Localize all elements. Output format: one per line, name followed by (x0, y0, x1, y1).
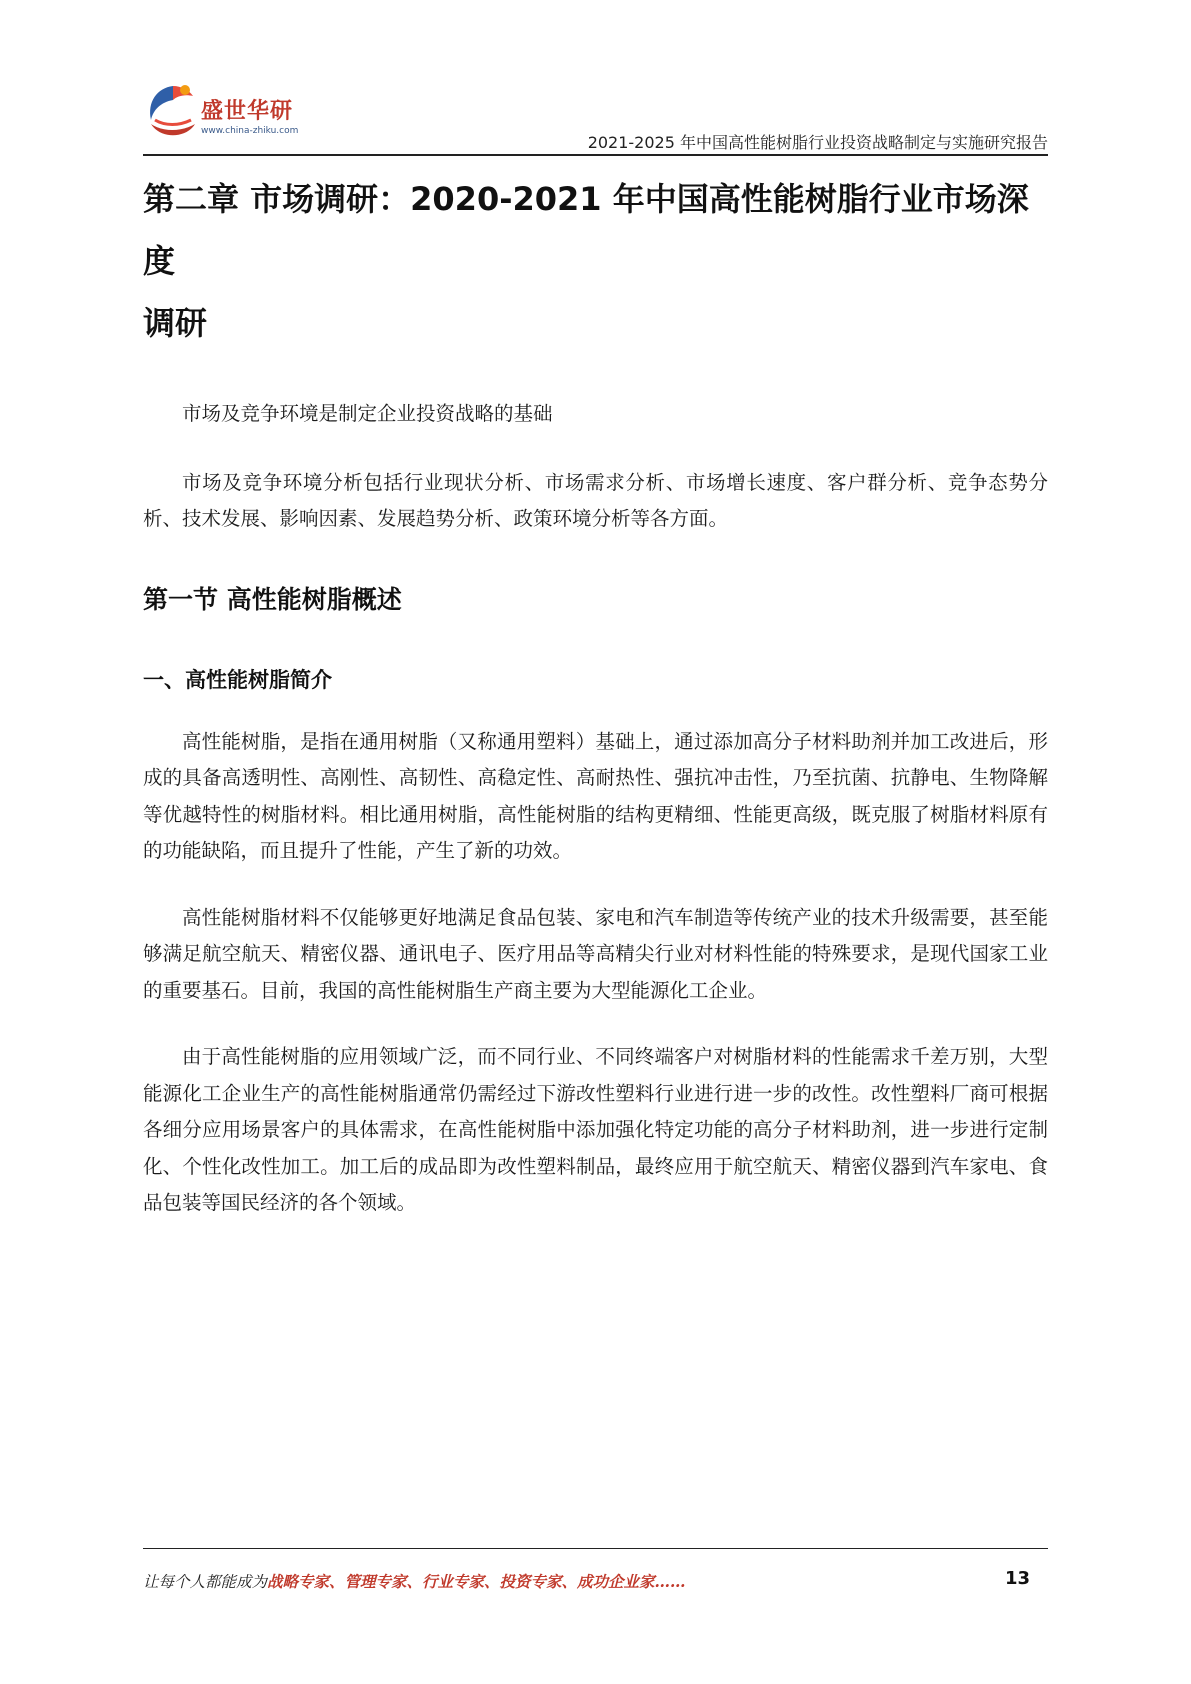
footer-slogan-emphasis: 战略专家、管理专家、行业专家、投资专家、成功企业家…… (267, 1572, 686, 1591)
footer-divider (143, 1548, 1048, 1549)
body-paragraph-3: 由于高性能树脂的应用领域广泛，而不同行业、不同终端客户对树脂材料的性能需求千差万别，大型能源化工企业生产的高性能树脂通常仍需经过下游改性塑料行业进行进一步的改性。改性塑料厂商可根据各细分应用场景客户的具体需求，在高性能树脂中添加强化特定功能的高分子材料助剂，进一步进行定制化、个性化改性加工。加工后的成品即为改性塑料制品，最终应用于航空航天、精密仪器到汽车家电、食品包装等国民经济的各个领域。 (143, 1045, 1048, 1214)
page-content (143, 168, 1048, 1222)
body-paragraph-2: 高性能树脂材料不仅能够更好地满足食品包装、家电和汽车制造等传统产业的技术升级需要，甚至能够满足航空航天、精密仪器、通讯电子、医疗用品等高精尖行业对材料性能的特殊要求，是现代国家工业的重要基石。目前，我国的高性能树脂生产商主要为大型能源化工企业。 (143, 905, 1048, 1002)
logo-name: 盛世华研 (201, 99, 294, 124)
report-title: 2021-2025 年中国高性能树脂行业投资战略制定与实施研究报告 (587, 133, 1048, 152)
chapter-title-line2: 调研 (143, 304, 208, 342)
logo-emblem-icon (143, 80, 203, 146)
header-divider (143, 154, 1048, 156)
intro-paragraph-1: 市场及竞争环境是制定企业投资战略的基础 (182, 402, 553, 425)
company-logo (143, 80, 313, 150)
body-paragraph-1: 高性能树脂，是指在通用树脂（又称通用塑料）基础上，通过添加高分子材料助剂并加工改进后，形成的具备高透明性、高刚性、高韧性、高稳定性、高耐热性、强抗冲击性，乃至抗菌、抗静电、生物降解等优越特性的树脂材料。相比通用树脂，高性能树脂的结构更精细、性能更高级，既克服了树脂材料原有的功能缺陷，而且提升了性能，产生了新的功效。 (143, 729, 1048, 862)
page-header (143, 80, 1048, 158)
subsection-title: 一、高性能树脂简介 (143, 667, 332, 692)
chapter-title-line1: 第二章 市场调研：2020-2021 年中国高性能树脂行业市场深度 (143, 180, 1029, 280)
chapter-title (143, 168, 1048, 354)
footer-slogan (143, 1570, 686, 1592)
intro-paragraph-2: 市场及竞争环境分析包括行业现状分析、市场需求分析、市场增长速度、客户群分析、竞争态势分析、技术发展、影响因素、发展趋势分析、政策环境分析等各方面。 (143, 470, 1048, 530)
footer-slogan-prefix: 让每个人都能成为 (143, 1573, 268, 1591)
logo-url: www.china-zhiku.com (201, 126, 299, 136)
page-footer (143, 1548, 1048, 1608)
page-number: 13 (1004, 1568, 1030, 1589)
section-title: 第一节 高性能树脂概述 (143, 584, 402, 614)
